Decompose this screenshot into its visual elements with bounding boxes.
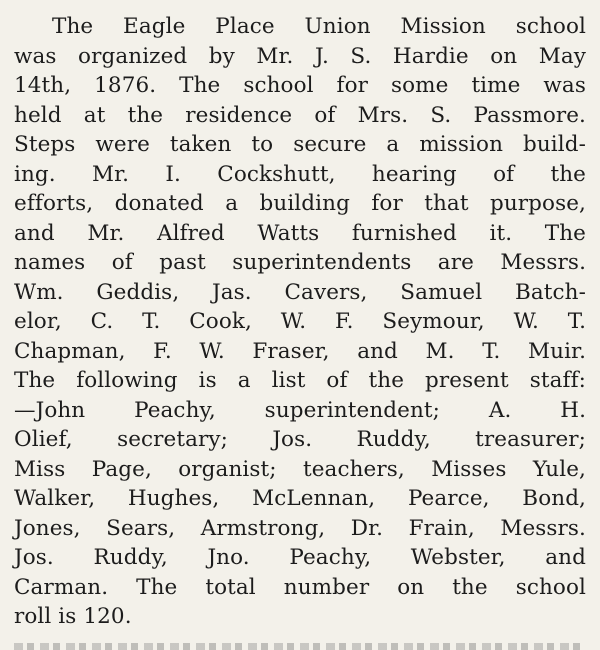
article-line: was organized by Mr. J. S. Hardie on May (14, 43, 586, 69)
article-line: Chapman, F. W. Fraser, and M. T. Muir. (14, 338, 586, 364)
article-line: names of past superintendents are Messrs. (14, 250, 586, 275)
article-line: The Eagle Place Union Mission school (52, 14, 586, 39)
article-line: Miss Page, organist; teachers, Misses Yule, (14, 456, 586, 482)
article-line: elor, C. T. Cook, W. F. Seymour, W. T. (14, 309, 586, 334)
article-line: ing. Mr. I. Cockshutt, hearing of the (14, 161, 586, 187)
article-line: efforts, donated a building for that purpose, (14, 191, 586, 216)
article-line: Walker, Hughes, McLennan, Pearce, Bond, (14, 486, 586, 511)
article-line: Wm. Geddis, Jas. Cavers, Samuel Batch- (14, 279, 586, 305)
article-line: Jos. Ruddy, Jno. Peachy, Webster, and (14, 545, 586, 570)
article-line: Steps were taken to secure a mission build- (14, 132, 586, 157)
article-line: —John Peachy, superintendent; A. H. (14, 397, 586, 423)
article-line: Carman. The total number on the school (14, 574, 586, 600)
article-line: held at the residence of Mrs. S. Passmore. (14, 102, 586, 128)
article-line: and Mr. Alfred Watts furnished it. The (14, 220, 586, 246)
cut-off-next-line (14, 641, 586, 650)
article-line: The following is a list of the present staff: (14, 368, 586, 393)
article-line: 14th, 1876. The school for some time was (14, 73, 586, 98)
article-line: Jones, Sears, Armstrong, Dr. Frain, Messrs. (14, 515, 586, 541)
cut-off-previous-line (18, 0, 318, 10)
article-line: roll is 120. (14, 604, 132, 629)
article-line: Olief, secretary; Jos. Ruddy, treasurer; (14, 427, 586, 452)
article-text (14, 12, 586, 648)
